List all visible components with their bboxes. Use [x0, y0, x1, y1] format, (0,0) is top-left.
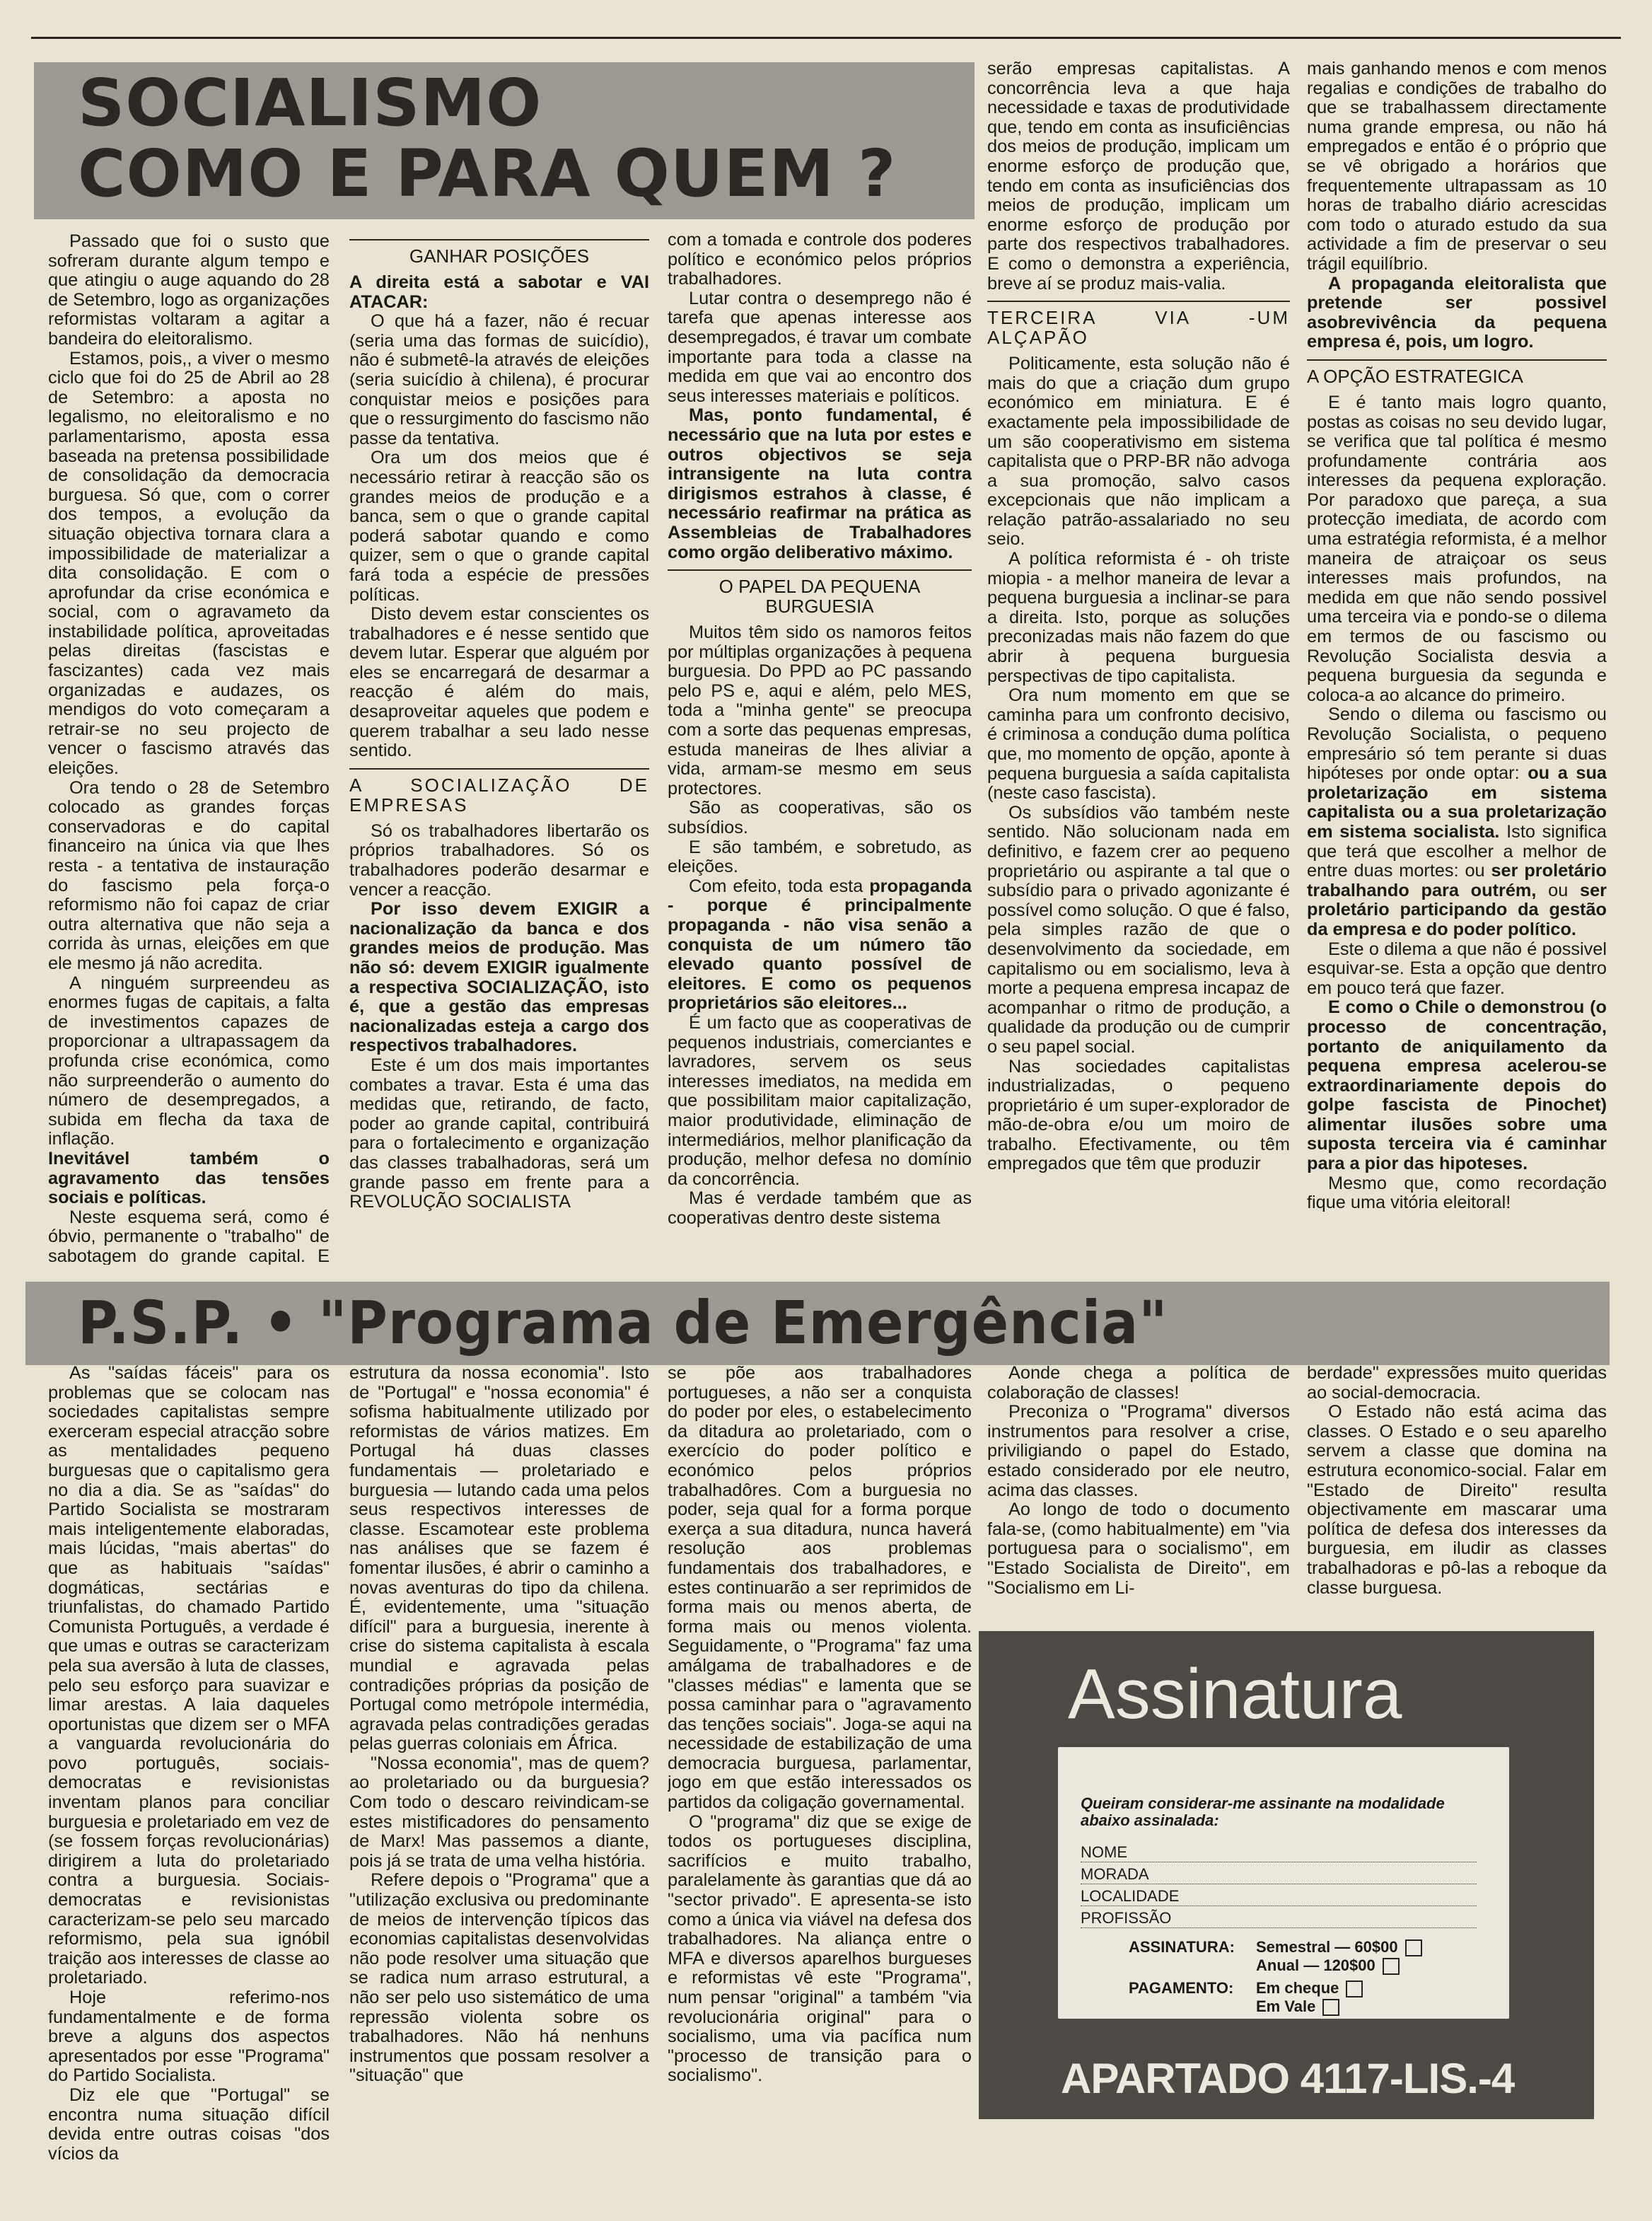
paragraph: Só os trabalhadores libertarão os próprios trabalhadores. Só os trabalhadores poderão desarmar e vencer a reacção.	[349, 820, 649, 900]
pagamento-label: PAGAMENTO:	[1129, 1979, 1234, 1997]
paragraph: O Estado não está acima das classes. O Estado e o seu aparelho servem a classe que domina na estrutura economico-social. Falar em "Estado de Direito" resulta objectivamente em mascarar uma política de defesa dos interesses da burguesia, em iludir as classes trabalhadoras e pô-las a reboque da classe burguesa.	[1307, 1402, 1607, 1598]
text: ou	[1548, 880, 1569, 900]
option-anual[interactable]	[1256, 1956, 1400, 1975]
option-vale[interactable]	[1256, 1997, 1339, 2016]
bold-text: ou a sua proletarização em sistema capitalista ou a sua proletarização em sistema socialista.	[1307, 763, 1607, 842]
paragraph: Ora num momento em que se caminha para um confronto decisivo, é criminosa a condução duma política que, mo momento de opção, aponte à pequena burguesia a saída capitalista (neste caso fascista).	[987, 685, 1290, 804]
paragraph: São as cooperativas, são os subsídios.	[668, 798, 972, 838]
checkbox[interactable]	[1346, 1981, 1363, 1997]
assinatura-label: ASSINATURA:	[1129, 1938, 1235, 1956]
subheading-terceira-via: TERCEIRA VIA -UM ALÇAPÃO	[987, 301, 1290, 347]
bold-paragraph: Mas, ponto fundamental, é necessário que na luta por estes e outros objectivos se seja intransigente na luta contra dirigismos estrahos à classe, é necessário reafirmar na prática as Assembleias de Trabalhadores como orgão deliberativo máximo.	[668, 405, 972, 562]
article2-column-3	[668, 1364, 972, 2213]
subheading-opcao-estrategica: A OPÇÃO ESTRATEGICA	[1307, 359, 1607, 386]
bold-paragraph: Por isso devem EXIGIR a nacionalização da banca e dos grandes meios de produção. Mas não só: devem EXIGIR igualmente a respectiva SOCIALIZAÇÃO, isto é, que a gestão das empresas nacionalizadas esteja a cargo dos respectivos trabalhadores.	[349, 899, 649, 1056]
paragraph: Lutar contra o desemprego não é tarefa que apenas interesse aos desempregados, é travar um combate importante para toda a classe na medida em que vai ao encontro dos seus interesses materiais e políticos.	[668, 288, 972, 406]
article1-column-1	[48, 232, 330, 1265]
paragraph: Passado que foi o susto que sofreram durante algum tempo e que atingiu o auge aquando do 28 de Setembro, logo as organizações reformistas voltaram a agitar a bandeira do eleitoralismo.	[48, 232, 330, 349]
bold-paragraph: A propaganda eleitoralista que pretende ser possivel asobrevivência da pequena empresa é, pois, um logro.	[1307, 273, 1607, 352]
paragraph: É um facto que as cooperativas de pequenos industriais, comerciantes e lavradores, servem os seus interesses imediatos, na medida em que possibilitam maior capitalização, maior produtividade, eliminação de intermediários, melhor planificação da produção, melhor defesa no domínio da concorrência.	[668, 1012, 972, 1189]
headline	[78, 65, 897, 211]
bold-text: propaganda - porque é principalmente propaganda - não visa senão a conquista de um número tão elevado quanto possível de eleitores. E como os pequenos proprietários são eleitores...	[668, 876, 972, 1014]
subheading-ganhar-posicoes: GANHAR POSIÇÕES	[349, 239, 649, 266]
subheading-socializacao: A SOCIALIZAÇÃO DE EMPRESAS	[349, 768, 649, 815]
paragraph: O "programa" diz que se exige de todos os portugueses disciplina, sacrifícios e muito trabalho, paralelamente às garantias que dá ao "sector privado". E apresenta-se isto como a única via viável na defesa dos trabalhadores. Na aliança entre o MFA e diversos aparelhos burgueses e reformistas vê este "Programa", num pensar "original" a também "via revolucionária original" para o socialismo, uma via pacífica num "processo de transição para o socialismo".	[668, 1811, 972, 2086]
paragraph: Muitos têm sido os namoros feitos por múltiplas organizações à pequena burguesia. Do PPD ao PC passando pelo PS e, aqui e além, pelo MES, toda a "minha gente" se preocupa com a sorte das pequenas empresas, estuda maneiras de lhes aliviar a vida, armam-se mesmo em seus protectores.	[668, 622, 972, 799]
profession-field[interactable]: PROFISSÃO	[1081, 1909, 1477, 1928]
subscription-intro: Queiram considerar-me assinante na modalidade abaixo assinalada:	[1081, 1794, 1445, 1829]
paragraph	[668, 877, 972, 1014]
option-semestral[interactable]	[1256, 1938, 1422, 1956]
text: Sendo o dilema ou fascismo ou Revolução Socialista, o pequeno empresário só tem perante si duas hipóteses por onde optar:	[1307, 704, 1607, 784]
checkbox[interactable]	[1322, 1999, 1339, 2016]
paragraph: Ora tendo o 28 de Setembro colocado as grandes forças conservadoras e do capital financeiro na única via que lhes resta - a tentativa de instauração do fascismo pela força-o reformismo não foi capaz de criar outra alternativa que não seja a corrida às urnas, eleições em que ele mesmo já não acredita.	[48, 777, 330, 973]
locality-field[interactable]: LOCALIDADE	[1081, 1887, 1477, 1906]
paragraph: Mas é verdade também que as cooperativas dentro deste sistema	[668, 1188, 972, 1228]
paragraph: serão empresas capitalistas. A concorrência leva a que haja necessidade e taxas de produtividade que, tendo em conta as insuficiências dos meios de produção, implicam um enorme esforço de produção que, tendo em conta as insuficiências dos meios de produção, implicam um enorme esforço de produção por parte dos respectivos trabalhadores. E como o demonstra a experiência, breve aí se produz mais-valia.	[987, 59, 1290, 294]
checkbox[interactable]	[1405, 1939, 1422, 1956]
article2-column-4	[987, 1364, 1290, 1618]
subscription-title: Assinatura	[1068, 1654, 1402, 1734]
section-title: P.S.P. • "Programa de Emergência"	[78, 1288, 1168, 1357]
paragraph: Neste esquema será, como é óbvio, permanente o "trabalho" de sabotagem do grande capital. E	[48, 1207, 330, 1265]
text: Com efeito, toda esta	[689, 876, 863, 896]
bold-text: ser proletário trabalhando para outrém,	[1307, 861, 1607, 900]
paragraph: Mesmo que, como recordação fique uma vitória eleitoral!	[1307, 1173, 1607, 1213]
paragraph: "Nossa economia", mas de quem? ao proletariado ou da burguesia? Com todo o descaro reivindicam-se estes mistificadores do pensamento de Marx! Mas passemos a diante, pois já se trata de uma velha história.	[349, 1753, 649, 1871]
text: Isto significa que terá que escolher a melhor de entre duas mortes: ou	[1307, 821, 1607, 881]
option-label: Anual — 120$00	[1256, 1956, 1375, 1974]
checkbox[interactable]	[1383, 1958, 1400, 1975]
paragraph: Politicamente, esta solução não é mais do que a criação dum grupo económico em miniatura. E é exactamente pela impossibilidade de um são cooperativismo em sistema capitalista que o PRP-BR não advoga a sua promoção, salvo casos excepcionais que não implicam a relação patrão-assalariado no seu seio.	[987, 354, 1290, 550]
paragraph: Preconiza o "Programa" diversos instrumentos para resolver a crise, priviligiando o papel do Estado, estado considerado por ele neutro, acima das classes.	[987, 1402, 1290, 1500]
paragraph: Estamos, pois,, a viver o mesmo ciclo que foi do 25 de Abril ao 28 de Setembro: a aposta no legalismo, no eleitoralismo e no parlamentarismo, aposta essa baseada na pretensa possibilidade de consolidação da democracia burguesa. Só que, com o correr dos tempos, a evolução da situação objectiva tornara clara a impossibilidade de materializar a dita consolidação. E com o aprofundar da crise económica e social, com o agravameto da instabilidade política, aproveitadas pelas direitas (fascistas e fascizantes) cada vez mais organizadas e audazes, os mendigos do voto começaram a retrair-se no seu projecto de vencer o fascismo através das eleições.	[48, 348, 330, 779]
article2-column-1	[48, 1364, 330, 2213]
paragraph: Este o dilema a que não é possivel esquivar-se. Esta a opção que dentro em pouco terá que fazer.	[1307, 939, 1607, 998]
paragraph: Hoje referimo-nos fundamentalmente e de forma breve a alguns dos aspectos apresentados por esse "Programa" do Partido Socialista.	[48, 1988, 330, 2086]
option-label: Em Vale	[1256, 1997, 1316, 2015]
paragraph: se põe aos trabalhadores portugueses, a não ser a conquista do poder por eles, o estabelecimento da ditadura ao proletariado, com o exercício do poder político e económico pelos próprios trabalhadôres. Com a burguesia no poder, seja qual for a forma porque exerça a sua ditadura, nunca haverá resolução aos problemas fundamentais dos trabalhadores, e estes continuarão a ser reprimidos de forma mais ou menos aberta, de forma mais ou menos violenta. Seguidamente, o "Programa" faz uma amálgama de trabalhadores e de "classes médias" e lamenta que se possa caminhar para o "agravamento das tenções sociais". Joga-se aqui na necessidade de estabilização de uma democracia burguesa, parlamentar, jogo em que estão interessados os partidos da coligação governamental.	[668, 1364, 972, 1813]
article2-column-5	[1307, 1364, 1607, 1618]
article1-column-5	[1307, 59, 1607, 1265]
paragraph: O que há a fazer, não é recuar (seria uma das formas de suicídio), não é submetê-la através de eleições (seria suicídio à chilena), é procurar conquistar meios e posições para que o ressurgimento do fascismo não passe da tentativa.	[349, 311, 649, 448]
paragraph: E são também, e sobretudo, as eleições.	[668, 837, 972, 877]
article1-column-4	[987, 59, 1290, 1265]
paragraph: As "saídas fáceis" para os problemas que se colocam nas sociedades capitalistas sempre exerceram especial atracção sobre as mentalidades pequeno burguesas que o capitalismo gera no dia a dia. Se as "saídas" do Partido Socialista se mostraram mais inteligentemente elaboradas, mais lúcidas, "mais abertas" do que as habituais "saídas" dogmáticas, sectárias e triunfalistas, do chamado Partido Comunista Português, a verdade é que umas e outras se caracterizam pela sua aversão à luta de classes, pelo seu esforço para suavizar e limar arestas. A laia daqueles oportunistas que dizem ser o MFA a vanguarda revolucionária do povo português, sociais-democratas e revisionistas inventam planos para conciliar burguesia e proletariado em vez de (se fossem forças revolucionárias) dirigirem a luta do proletariado contra a burguesia. Sociais-democratas e revisionistas caracterizam-se pelo seu marcado reformismo, pela sua ignóbil traição aos interesses de classe ao proletariado.	[48, 1364, 330, 1988]
lead-paragraph: A direita está a sabotar e VAI ATACAR:	[349, 272, 649, 312]
paragraph: Aonde chega a política de colaboração de classes!	[987, 1364, 1290, 1403]
paragraph: com a tomada e controle dos poderes político e económico pelos próprios trabalhadores.	[668, 231, 972, 289]
paragraph: E é tanto mais logro quanto, postas as coisas no seu devido lugar, se verifica que tal política é mesmo profundamente contrária aos interesses da pequena exploração. Por paradoxo que pareça, a sua protecção imediata, de acordo com uma estratégia reformista, é a melhor maneira de atraiçoar os seus interesses mais profundos, na medida em que não sendo possivel uma terceira via e pondo-se o dilema em termos de ou fascismo ou Revolução Socialista desvia a pequena burguesia da segunda e coloca-a ao alcance do primeiro.	[1307, 392, 1607, 705]
subheading-pequena-burguesia: O PAPEL DA PEQUENA BURGUESIA	[668, 569, 972, 616]
paragraph: Refere depois o "Programa" que a "utilização exclusiva ou predominante de meios de intervenção típicos das economias capitalistas desenvolvidas não pode resolver uma situação que se radica num arraso estrutural, a não ser pelo uso sistemático de uma repressão violenta sobre os trabalhadores. Não há nenhuns instrumentos que possam resolver a "situação" que	[349, 1870, 649, 2086]
paragraph: Ora um dos meios que é necessário retirar à reacção são os grandes meios de produção e a banca, sem o que o grande capital poderá sabotar quando e como quizer, sem o que o grande capital fará toda a espécie de pressões políticas.	[349, 448, 649, 605]
top-rule	[31, 37, 1621, 39]
headline-line-2: COMO E PARA QUEM ?	[78, 136, 897, 211]
bold-paragraph: Inevitável também o agravamento das tensões sociais e políticas.	[48, 1148, 330, 1208]
paragraph: Disto devem estar conscientes os trabalhadores e é nesse sentido que devem lutar. Esperar que alguém por eles se encarregará de desarmar a reacção é além do mais, desaproveitar aqueles que podem e querem trabalhar a seu lado nesse sentido.	[349, 604, 649, 761]
paragraph: Os subsídios vão também neste sentido. Não solucionam nada em definitivo, e fazem crer ao pequeno proprietário ou aspirante a tal que o subsídio para o privado agonizante é possível como solução. O que é falso, pela simples razão de que o desenvolvimento da sociedade, em capitalismo ou em socialismo, leva à morte a pequena empresa incapaz de acompanhar o ritmo de produção, a qualidade da produção ou de cumprir o seu papel social.	[987, 802, 1290, 1057]
postal-address: APARTADO 4117-LIS.-4	[1061, 2055, 1515, 2102]
article2-column-2	[349, 1364, 649, 2213]
option-label: Em cheque	[1256, 1979, 1339, 1997]
paragraph: A política reformista é - oh triste miopia - a melhor maneira de levar a pequena burguesia a inclinar-se para a direita. Isto, porque as soluções preconizadas mais não fazem do que abrir à pequena burguesia perspectivas de tipo capitalista.	[987, 549, 1290, 686]
paragraph: Diz ele que "Portugal" se encontra numa situação difícil devida entre outras coisas "dos vícios da	[48, 2084, 330, 2164]
option-label: Semestral — 60$00	[1256, 1938, 1398, 1956]
paragraph	[1307, 705, 1607, 939]
paragraph: Este é um dos mais importantes combates a travar. Esta é uma das medidas que, retirando, de facto, poder ao grande capital, contribuirá para o fortalecimento e organização das classes trabalhadoras, será um grande passo em frente para a REVOLUÇÃO SOCIALISTA	[349, 1055, 649, 1212]
bold-text: ser proletário participando da gestão da empresa e do poder político.	[1307, 880, 1607, 939]
paragraph: A ninguém surpreendeu as enormes fugas de capitais, a falta de investimentos capazes de proporcionar a ultrapassagem da profunda crise económica, como não surpreenderão o aumento do número de desempregados, a subida em flecha da taxa de inflação.	[48, 973, 330, 1149]
article1-column-3	[668, 231, 972, 1265]
paragraph: estrutura da nossa economia". Isto de "Portugal" e "nossa economia" é sofisma habitualmente utilizado por reformistas de vários matizes. Em Portugal há duas classes fundamentais — proletariado e burguesia — lutando cada uma pelos seus respectivos interesses de classe. Escamotear este problema nas análises que se fazem é fomentar ilusões, é abrir o caminho a novas aventuras do tipo da chilena. É, evidentemente, uma "situação difícil" para a burguesia, inerente à crise do sistema capitalista à escala mundial e agravada pelas contradições próprias da posição de Portugal como metrópole intermédia, agravada pelas contradições geradas pelas guerras coloniais em África.	[349, 1364, 649, 1754]
option-cheque[interactable]	[1256, 1979, 1363, 1997]
address-field[interactable]: MORADA	[1081, 1865, 1477, 1884]
name-field[interactable]: NOME	[1081, 1843, 1477, 1862]
paragraph: Nas sociedades capitalistas industrializadas, o pequeno proprietário é um super-explorador de mão-de-obra e/ou um moiro de trabalho. Efectivamente, ou têm empregados que têm que produzir	[987, 1056, 1290, 1174]
paragraph: mais ganhando menos e com menos regalias e condições de trabalho do que se trabalhassem directamente numa grande empresa, ou não há empregados e então é o próprio que se vê obrigado a horários que frequentemente ultrapassam as 10 horas de trabalho diário acrescidas com todo o aturado estudo da sua actividade a fim de preservar o seu trágil equilíbrio.	[1307, 59, 1607, 274]
paragraph: Ao longo de todo o documento fala-se, (como habitualmente) em "via portuguesa para o socialismo", em "Estado Socialista de Direito", em "Socialismo em Li-	[987, 1500, 1290, 1598]
article1-column-2	[349, 232, 649, 1265]
headline-line-1: SOCIALISMO	[78, 65, 542, 141]
bold-paragraph: E como o Chile o demonstrou (o processo de concentração, portanto de aniquilamento da pequena empresa acelerou-se extraordinariamente depois do golpe fascista de Pinochet) alimentar ilusões sobre uma suposta terceira via é caminhar para a pior das hipoteses.	[1307, 997, 1607, 1174]
paragraph: berdade" expressões muito queridas ao social-democracia.	[1307, 1364, 1607, 1403]
